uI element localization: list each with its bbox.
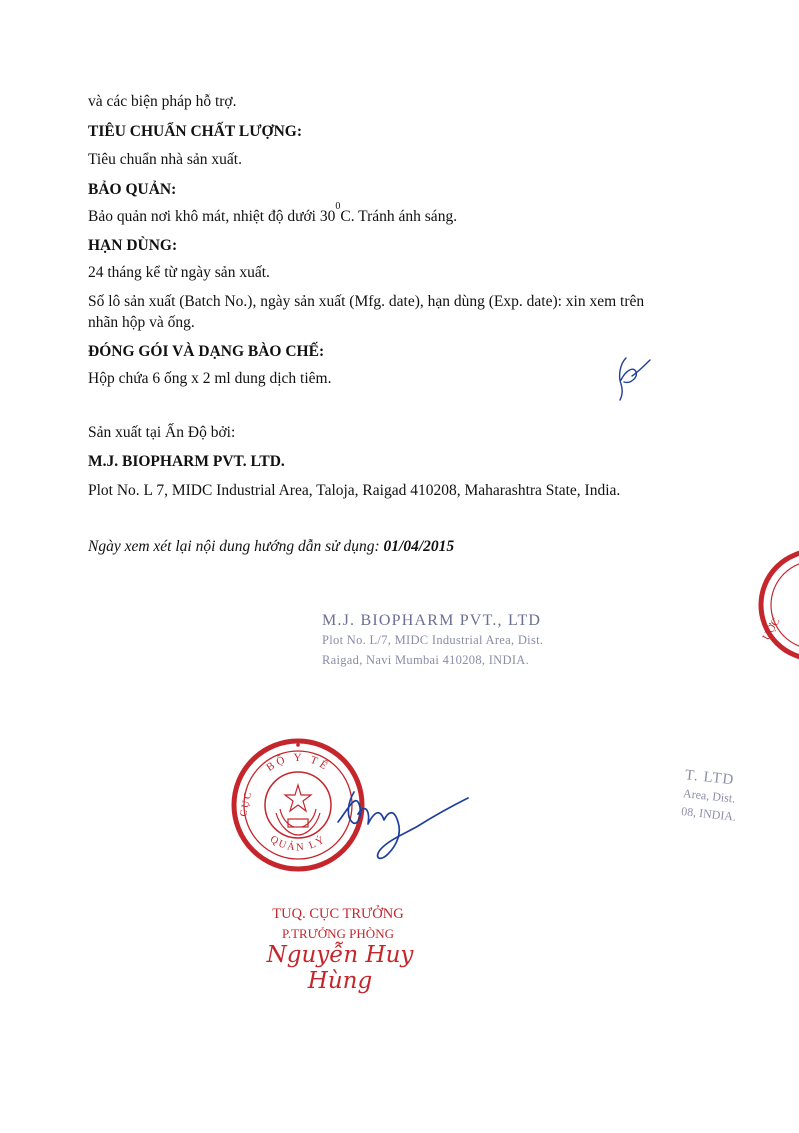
manufacturer-name: M.J. BIOPHARM PVT. LTD.	[88, 453, 285, 470]
signatory-title-1: TUQ. CỤC TRƯỞNG	[272, 906, 404, 922]
continued-text: và các biện pháp hỗ trợ.	[88, 93, 237, 110]
manufactured-by-label: Sản xuất tại Ấn Độ bởi:	[88, 424, 236, 441]
signatory-name: Nguyễn Huy Hùng	[266, 942, 414, 994]
expiry-text: 24 tháng kể từ ngày sản xuất.	[88, 264, 270, 281]
company-stamp: M.J. BIOPHARM PVT., LTD Plot No. L/7, MIDC Industrial Area, Dist. Raigad, Navi Mumbai 410208, INDIA.	[322, 612, 544, 667]
heading-quality-standard: TIÊU CHUẨN CHẤT LƯỢNG:	[88, 123, 303, 140]
partial-red-seal	[730, 545, 799, 665]
storage-text: Bảo quản nơi khô mát, nhiệt độ dưới $30^0C$. Tránh ánh sáng.	[88, 200, 458, 225]
national-emblem-icon	[276, 785, 320, 835]
review-date-line: Ngày xem xét lại nội dung hướng dẫn sử dụng: 01/04/2015	[88, 538, 455, 555]
heading-storage: BẢO QUẢN:	[88, 181, 177, 198]
manufacturer-address: Plot No. L 7, MIDC Industrial Area, Taloja, Raigad 410208, Maharashtra State, India.	[88, 482, 621, 499]
seal-top-text: BỘ Y TẾ	[264, 751, 332, 774]
batch-text-line2: nhãn hộp và ống.	[88, 314, 195, 331]
batch-text-line1: Số lô sản xuất (Batch No.), ngày sản xuất (Mfg. date), hạn dùng (Exp. date): xin xem trên	[88, 293, 645, 310]
seal-bottom-text: QUẢN LÝ	[267, 833, 329, 854]
review-date: 01/04/2015	[383, 538, 455, 555]
packaging-text: Hộp chứa 6 ống x 2 ml dung dịch tiêm.	[88, 370, 332, 387]
seal-left-text: CỤC	[238, 789, 255, 818]
seal-partial-text: ƯỢC	[760, 615, 783, 643]
quality-standard-text: Tiêu chuẩn nhà sản xuất.	[88, 151, 242, 168]
signatory-title-2: P.TRƯỞNG PHÒNG	[282, 926, 394, 941]
initial-signature	[608, 350, 654, 404]
heading-packaging: ĐÓNG GÓI VÀ DẠNG BÀO CHẾ:	[88, 343, 325, 360]
official-signature	[318, 772, 474, 868]
heading-expiry: HẠN DÙNG:	[88, 237, 178, 254]
company-stamp-partial: T. LTD Area, Dist. 08, INDIA.	[680, 767, 737, 824]
svg-text:BỘ Y TẾ	[264, 752, 332, 774]
